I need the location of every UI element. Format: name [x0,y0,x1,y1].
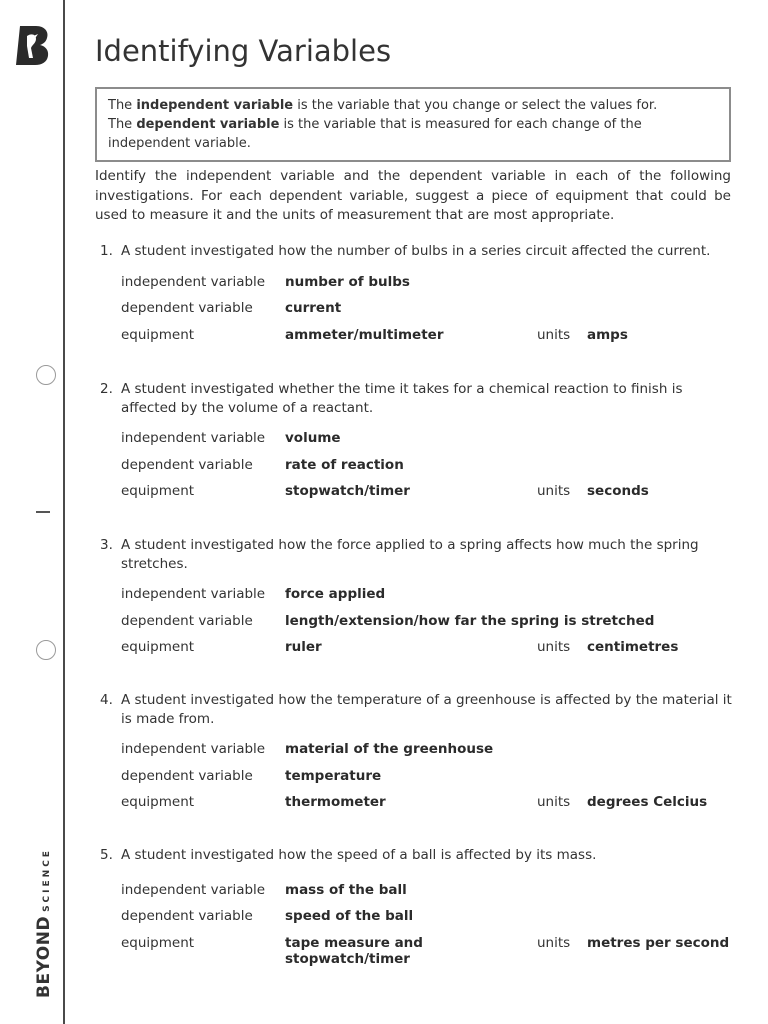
answer-units: amps [587,326,628,343]
answer-dependent: length/extension/how far the spring is stretched [285,612,655,629]
answer-dependent: temperature [285,767,382,784]
answer-equipment: thermometer [285,794,386,810]
answer-equipment: ammeter/multimeter [285,326,444,343]
question-2 [95,380,735,510]
answer-dependent: rate of reaction [285,456,404,473]
label-dependent: dependent variable [121,908,253,924]
label-independent: independent variable [121,430,266,446]
answer-units: degrees Celcius [587,794,708,810]
brand-label [34,848,54,998]
margin-rule [63,0,65,1024]
answer-equipment: tape measure and stopwatch/timer [285,934,423,967]
question-number: 5. [100,847,113,863]
label-units: units [537,639,571,655]
question-5 [95,846,735,967]
brand-sub: SCIENCE [42,848,52,912]
answer-dependent: current [285,300,342,316]
definition-independent: The independent variable is the variable that you change or select the values for. [108,98,658,113]
punch-hole [36,640,56,660]
term-dependent: dependent variable [136,117,280,132]
page-title: Identifying Variables [95,34,392,68]
question-text: A student investigated how the number of bulbs in a series circuit affected the current. [121,243,711,259]
answer-independent: mass of the ball [285,881,407,898]
label-equipment: equipment [121,639,195,655]
label-units: units [537,794,571,810]
label-dependent: dependent variable [121,456,253,473]
fold-mark [36,511,50,513]
label-independent: independent variable [121,881,266,898]
question-number: 1. [100,243,113,259]
answer-equipment: stopwatch/timer [285,483,410,499]
label-equipment: equipment [121,326,195,343]
question-3 [95,536,735,666]
answer-units: seconds [587,483,649,499]
label-equipment: equipment [121,934,195,951]
answer-units: centimetres [587,639,679,655]
label-independent: independent variable [121,273,266,290]
answer-independent: force applied [285,586,386,602]
question-text: A student investigated how the temperature of a greenhouse is affected by the material it is made from. [121,692,732,727]
label-dependent: dependent variable [121,767,253,784]
beyond-logo-icon [14,24,52,66]
answer-independent: volume [285,430,341,446]
answer-units: metres per second [587,934,730,951]
definition-dependent: The dependent variable is the variable that is measured for each change of the independent variable. [108,117,642,151]
label-independent: independent variable [121,741,266,757]
question-number: 4. [100,692,113,708]
answer-independent: material of the greenhouse [285,741,494,757]
question-number: 3. [100,537,113,553]
label-equipment: equipment [121,794,195,810]
label-equipment: equipment [121,483,195,499]
label-independent: independent variable [121,586,266,602]
question-text: A student investigated how the force applied to a spring affects how much the spring stretches. [121,537,699,572]
question-text: A student investigated how the speed of a ball is affected by its mass. [121,847,597,863]
question-1 [95,242,735,353]
question-4 [95,691,735,821]
instructions: Identify the independent variable and the dependent variable in each of the following investigations. For each dependent variable, suggest a piece of equipment that could be used to measure it and the units of measurement that are most appropriate. [95,168,731,223]
label-units: units [537,934,571,951]
answer-dependent: speed of the ball [285,908,414,924]
answer-independent: number of bulbs [285,273,410,290]
question-text: A student investigated whether the time it takes for a chemical reaction to finish is affected by the volume of a reactant. [121,381,683,416]
answer-equipment: ruler [285,639,322,655]
definitions-box [95,87,731,162]
punch-hole [36,365,56,385]
label-dependent: dependent variable [121,300,253,316]
question-number: 2. [100,381,113,397]
label-units: units [537,326,571,343]
term-independent: independent variable [136,98,294,113]
brand-name: BEYOND [34,915,54,998]
label-units: units [537,483,571,499]
label-dependent: dependent variable [121,612,253,629]
